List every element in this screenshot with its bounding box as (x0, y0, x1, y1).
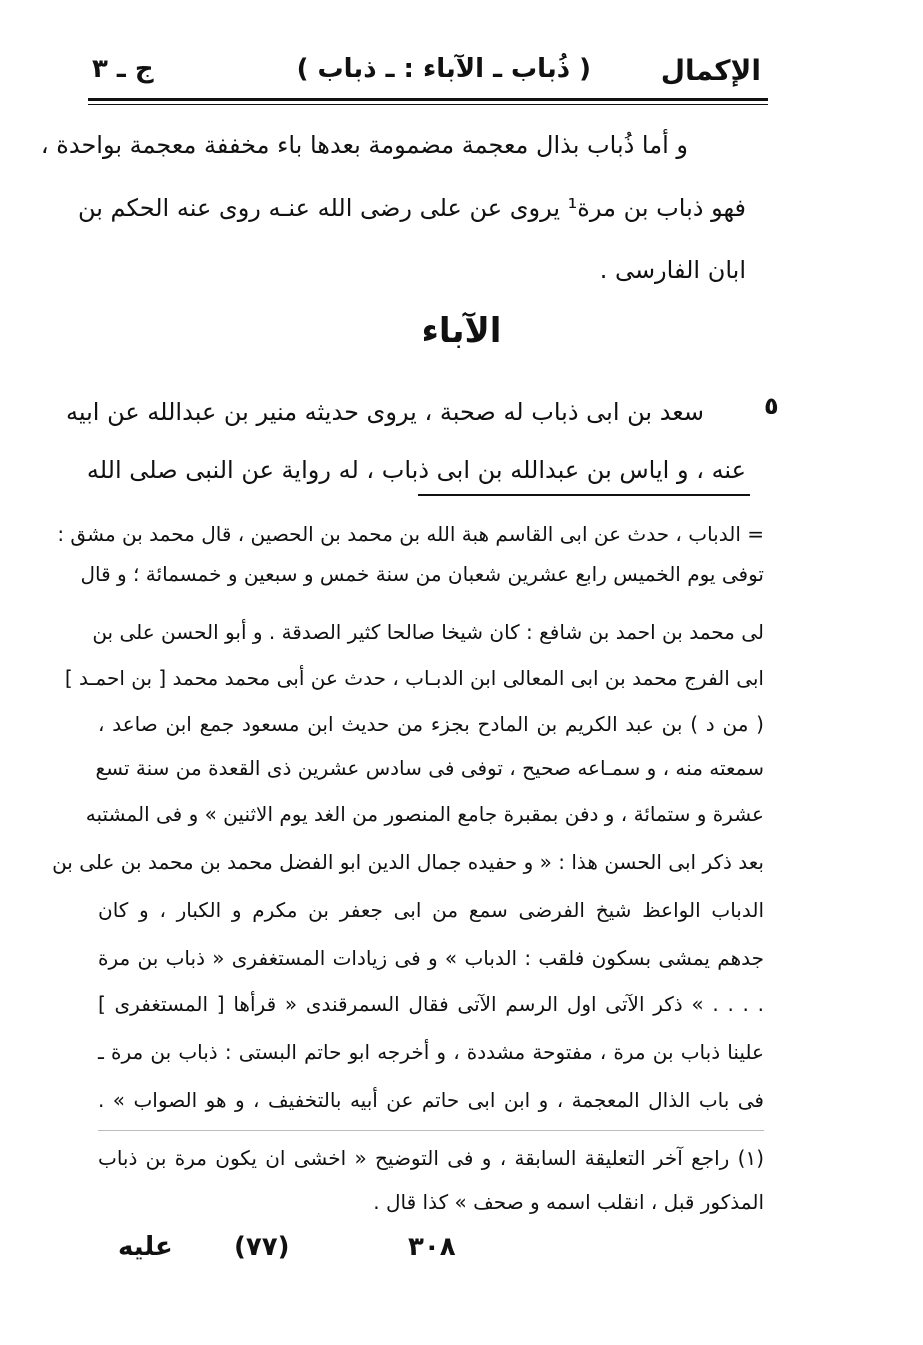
line-number-marker: ٥ (764, 392, 779, 420)
footnote-line: فى باب الذال المعجمة ، و ابن ابى حاتم عن أبيه بالتخفيف ، و هو الصواب » . (98, 1088, 764, 1112)
footnote-line: توفى يوم الخميس رابع عشرين شعبان من سنة خمس و سبعين و خمسمائة ؛ و قال (80, 562, 764, 586)
header-rule-thick (88, 98, 768, 101)
header-book-title: الإكمال (660, 54, 761, 87)
page-number: ٣٠٨ (408, 1232, 456, 1262)
header-volume: ج ـ ٣ (92, 54, 154, 84)
body-line: فهو ذباب بن مرة¹ يروى عن على رضى الله عنـه روى عنه الحكم بن (77, 194, 746, 222)
section-title: الآباء (421, 311, 502, 351)
footnote-line: ابى الفرج محمد بن ابى المعالى ابن الدبـاب ، حدث عن أبى محمد محمد [ بن احمـد ] (64, 666, 764, 690)
body-line: عنه ، و اياس بن عبدالله بن ابى ذباب ، له رواية عن النبى صلى الله (86, 456, 746, 484)
footnote-line: سمعته منه ، و سمـاعه صحيح ، توفى فى سادس عشرين ذى القعدة من سنة تسع (95, 756, 764, 780)
header-rule-thin (88, 104, 768, 105)
footnote-line: (١) راجع آخر التعليقة السابقة ، و فى التوضيح « اخشى ان يكون مرة بن ذباب (98, 1146, 764, 1170)
catchword: عليه (118, 1232, 173, 1262)
footnote-line: عشرة و ستمائة ، و دفن بمقبرة جامع المنصور من الغد يوم الاثنين » و فى المشتبه (85, 802, 764, 826)
footnote-line: علينا ذباب بن مرة ، مفتوحة مشددة ، و أخرجه ابو حاتم البستى : ذباب بن مرة ـ (98, 1040, 764, 1064)
header-running-title: ( ذُباب ـ الآباء : ـ ذباب ) (296, 54, 591, 84)
footnote-rule (418, 494, 750, 496)
footnote-line: = الدباب ، حدث عن ابى القاسم هبة الله بن محمد بن الحصين ، قال محمد بن مشق : (57, 522, 764, 546)
footnote-line: المذكور قبل ، انقلب اسمه و صحف » كذا قال . (373, 1190, 764, 1214)
footnote-line: لى محمد بن احمد بن شافع : كان شيخا صالحا كثير الصدقة . و أبو الحسن على بن (92, 620, 764, 644)
sheet-number: (٧٧) (234, 1232, 290, 1262)
footnote-line: الدباب الواعظ شيخ الفرضى سمع من ابى جعفر بن مكرم و الكبار ، و كان (98, 898, 764, 922)
footnote-line: ( من د ) بن عبد الكريم بن المادح بجزء من حديث ابن مسعود جمع ابن صاعد ، (98, 712, 764, 736)
footnote-line: . . . . » ذكر الآتى اول الرسم الآتى فقال السمرقندى « قرأها [ المستغفرى ] (98, 992, 764, 1016)
body-line: سعد بن ابى ذباب له صحبة ، يروى حديثه منير بن عبدالله عن ابيه (66, 398, 704, 426)
footnote-separator (98, 1130, 764, 1131)
body-line: و أما ذُباب بذال معجمة مضمومة بعدها باء مخففة معجمة بواحدة ، (40, 131, 688, 159)
body-line: ابان الفارسى . (599, 256, 746, 284)
footnote-line: جدهم يمشى بسكون فلقب : الدباب » و فى زيادات المستغفرى « ذباب بن مرة (98, 946, 764, 970)
footnote-line: بعد ذكر ابى الحسن هذا : « و حفيده جمال الدين ابو الفضل محمد بن محمد بن على بن (52, 850, 764, 874)
